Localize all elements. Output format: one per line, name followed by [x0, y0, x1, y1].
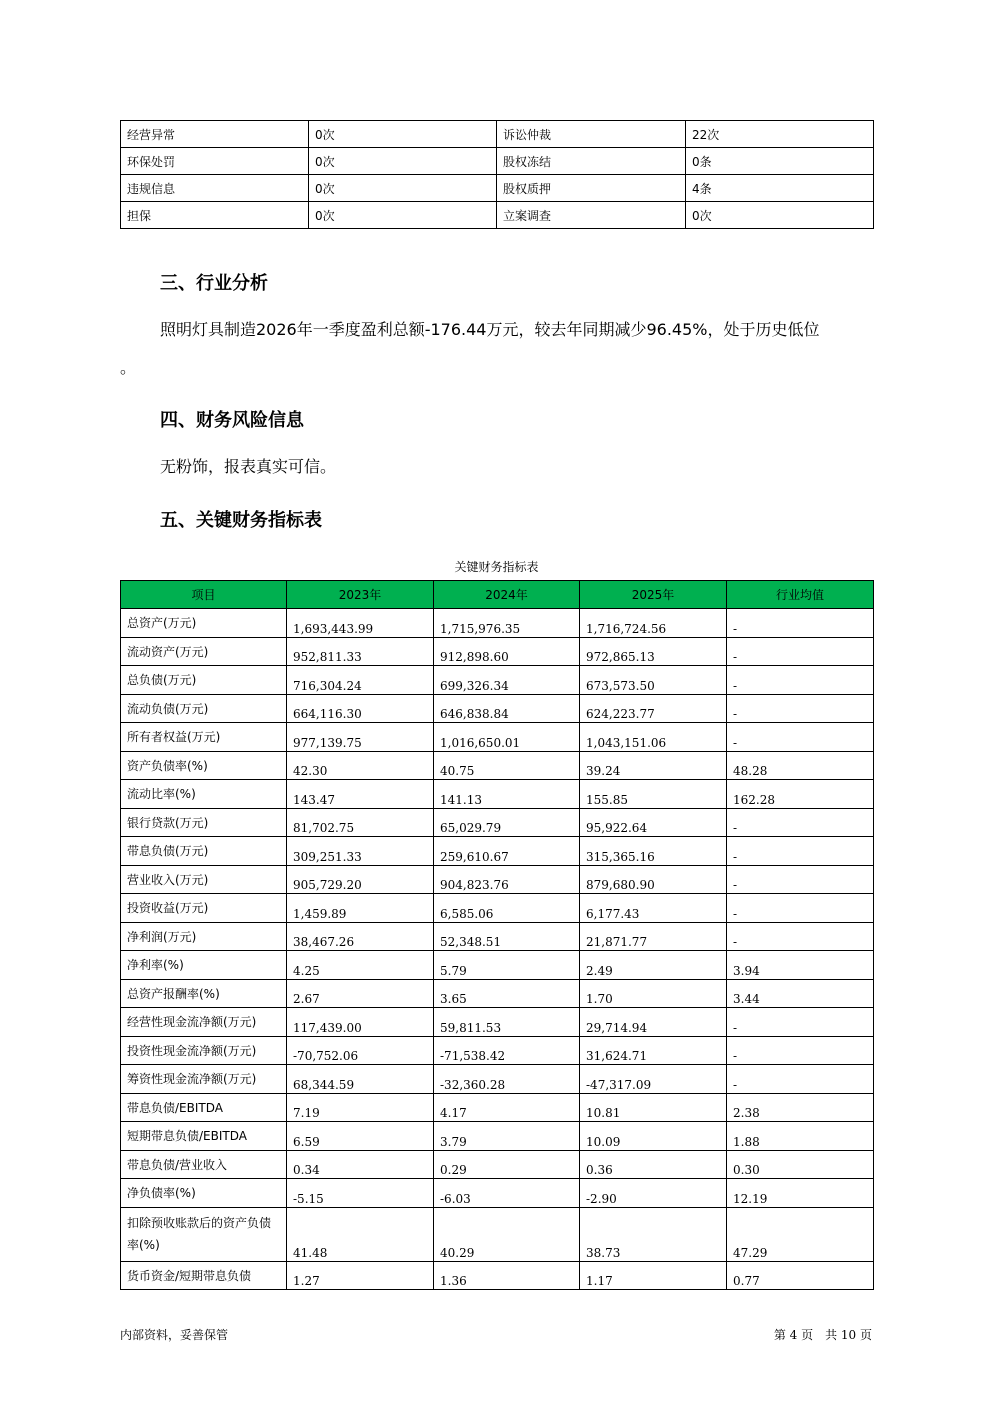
indicator-value: 155.85 [580, 780, 727, 809]
indicator-value: 0.36 [580, 1150, 727, 1179]
indicator-value: 699,326.34 [434, 666, 580, 695]
indicator-label: 投资收益(万元) [121, 894, 287, 923]
indicator-value: 65,029.79 [434, 808, 580, 837]
table-row [121, 202, 874, 229]
table-row [121, 1150, 874, 1179]
risk-item-value: 0条 [686, 148, 874, 175]
indicator-label: 净利率(%) [121, 951, 287, 980]
indicator-label: 资产负债率(%) [121, 751, 287, 780]
risk-item-label: 股权冻结 [497, 148, 686, 175]
indicator-value: 673,573.50 [580, 666, 727, 695]
indicator-value: 38,467.26 [287, 922, 434, 951]
indicator-value: 2.67 [287, 979, 434, 1008]
risk-item-value: 0次 [686, 202, 874, 229]
section-3-heading: 三、行业分析 [160, 273, 268, 294]
indicator-label: 带息负债/营业收入 [121, 1150, 287, 1179]
indicator-value: 10.09 [580, 1122, 727, 1151]
footer-confidential-note: 内部资料，妥善保管 [120, 1328, 229, 1342]
section-4-heading: 四、财务风险信息 [160, 410, 304, 431]
indicator-value: 39.24 [580, 751, 727, 780]
indicator-value: 47.29 [727, 1207, 874, 1261]
indicator-value: 716,304.24 [287, 666, 434, 695]
indicator-label: 净利润(万元) [121, 922, 287, 951]
column-header: 2025年 [580, 581, 727, 609]
indicator-value: 1,043,151.06 [580, 723, 727, 752]
indicator-value: -47,317.09 [580, 1065, 727, 1094]
risk-item-label: 诉讼仲裁 [497, 121, 686, 148]
indicator-value: 3.44 [727, 979, 874, 1008]
indicator-value: 7.19 [287, 1093, 434, 1122]
indicator-value: - [727, 1036, 874, 1065]
indicator-label: 筹资性现金流净额(万元) [121, 1065, 287, 1094]
risk-item-value: 0次 [309, 121, 497, 148]
indicator-value: 1.88 [727, 1122, 874, 1151]
key-financial-indicators-table [120, 580, 874, 1290]
indicator-value: -32,360.28 [434, 1065, 580, 1094]
indicator-label: 流动负债(万元) [121, 694, 287, 723]
indicator-value: 1,716,724.56 [580, 609, 727, 638]
column-header: 项目 [121, 581, 287, 609]
indicator-label: 净负债率(%) [121, 1179, 287, 1208]
indicator-value: - [727, 808, 874, 837]
indicator-value: 162.28 [727, 780, 874, 809]
indicator-value: 2.38 [727, 1093, 874, 1122]
risk-item-label: 环保处罚 [121, 148, 309, 175]
indicator-value: 38.73 [580, 1207, 727, 1261]
risk-item-label: 经营异常 [121, 121, 309, 148]
risk-item-value: 22次 [686, 121, 874, 148]
risk-item-value: 0次 [309, 148, 497, 175]
indicator-value: 1,016,650.01 [434, 723, 580, 752]
table-header-row [121, 581, 874, 609]
indicator-value: 68,344.59 [287, 1065, 434, 1094]
column-header: 行业均值 [727, 581, 874, 609]
table-row [121, 175, 874, 202]
table-row [121, 808, 874, 837]
indicator-value: 2.49 [580, 951, 727, 980]
indicator-label: 所有者权益(万元) [121, 723, 287, 752]
indicator-label: 银行贷款(万元) [121, 808, 287, 837]
indicator-value: 1.17 [580, 1261, 727, 1290]
indicator-value: 6,177.43 [580, 894, 727, 923]
table-row [121, 1065, 874, 1094]
indicator-value: - [727, 609, 874, 638]
indicator-label: 短期带息负债/EBITDA [121, 1122, 287, 1151]
table-row [121, 1008, 874, 1037]
indicator-value: -70,752.06 [287, 1036, 434, 1065]
column-header: 2023年 [287, 581, 434, 609]
indicator-value: - [727, 666, 874, 695]
indicator-value: 81,702.75 [287, 808, 434, 837]
risk-item-label: 立案调查 [497, 202, 686, 229]
indicator-value: -5.15 [287, 1179, 434, 1208]
indicator-label: 总负债(万元) [121, 666, 287, 695]
indicator-value: 40.75 [434, 751, 580, 780]
indicator-value: -6.03 [434, 1179, 580, 1208]
table-row [121, 1207, 874, 1261]
indicator-value: 31,624.71 [580, 1036, 727, 1065]
indicator-value: - [727, 1065, 874, 1094]
indicator-value: 0.29 [434, 1150, 580, 1179]
section-5-heading: 五、关键财务指标表 [160, 510, 322, 531]
indicator-value: 315,365.16 [580, 837, 727, 866]
indicator-value: 905,729.20 [287, 865, 434, 894]
table-row [121, 1261, 874, 1290]
table-row [121, 751, 874, 780]
indicator-value: 141.13 [434, 780, 580, 809]
indicator-value: 52,348.51 [434, 922, 580, 951]
indicator-value: - [727, 637, 874, 666]
indicator-value: 5.79 [434, 951, 580, 980]
table-row [121, 922, 874, 951]
indicator-value: 0.34 [287, 1150, 434, 1179]
indicator-label: 投资性现金流净额(万元) [121, 1036, 287, 1065]
indicator-value: 143.47 [287, 780, 434, 809]
indicator-value: 59,811.53 [434, 1008, 580, 1037]
table-row [121, 609, 874, 638]
table-row [121, 666, 874, 695]
indicator-value: - [727, 723, 874, 752]
table-row [121, 694, 874, 723]
indicator-label: 总资产(万元) [121, 609, 287, 638]
risk-item-value: 0次 [309, 175, 497, 202]
table-row [121, 148, 874, 175]
indicator-value: 1,459.89 [287, 894, 434, 923]
indicator-value: 309,251.33 [287, 837, 434, 866]
indicator-value: 48.28 [727, 751, 874, 780]
indicator-label: 营业收入(万元) [121, 865, 287, 894]
table-row [121, 723, 874, 752]
indicator-value: 1,693,443.99 [287, 609, 434, 638]
table-row [121, 837, 874, 866]
section-3-text: 照明灯具制造2026年一季度盈利总额-176.44万元，较去年同期减少96.45%，处于历史低位 [160, 320, 820, 339]
table-row [121, 1093, 874, 1122]
indicator-value: 4.25 [287, 951, 434, 980]
column-header: 2024年 [434, 581, 580, 609]
indicator-value: 0.77 [727, 1261, 874, 1290]
table-row [121, 1179, 874, 1208]
table-row [121, 865, 874, 894]
indicator-value: 40.29 [434, 1207, 580, 1261]
indicator-label: 经营性现金流净额(万元) [121, 1008, 287, 1037]
indicator-value: -71,538.42 [434, 1036, 580, 1065]
indicator-value: 4.17 [434, 1093, 580, 1122]
indicator-value: 95,922.64 [580, 808, 727, 837]
risk-item-value: 4条 [686, 175, 874, 202]
risk-item-value: 0次 [309, 202, 497, 229]
indicator-value: 29,714.94 [580, 1008, 727, 1037]
indicator-value: 117,439.00 [287, 1008, 434, 1037]
table-row [121, 780, 874, 809]
indicator-value: 879,680.90 [580, 865, 727, 894]
indicator-value: 977,139.75 [287, 723, 434, 752]
indicator-value: 21,871.77 [580, 922, 727, 951]
indicator-value: - [727, 865, 874, 894]
indicator-value: 1,715,976.35 [434, 609, 580, 638]
indicator-value: - [727, 1008, 874, 1037]
indicator-value: 3.79 [434, 1122, 580, 1151]
indicator-value: 624,223.77 [580, 694, 727, 723]
indicator-value: - [727, 694, 874, 723]
indicator-value: -2.90 [580, 1179, 727, 1208]
indicator-label: 扣除预收账款后的资产负债率(%) [121, 1207, 287, 1261]
indicator-value: - [727, 837, 874, 866]
indicator-value: 952,811.33 [287, 637, 434, 666]
indicator-label: 带息负债(万元) [121, 837, 287, 866]
indicator-value: 3.65 [434, 979, 580, 1008]
indicator-label: 总资产报酬率(%) [121, 979, 287, 1008]
indicator-label: 流动资产(万元) [121, 637, 287, 666]
indicator-value: 6.59 [287, 1122, 434, 1151]
indicator-value: 6,585.06 [434, 894, 580, 923]
table-row [121, 121, 874, 148]
indicator-label: 货币资金/短期带息负债 [121, 1261, 287, 1290]
indicator-value: 12.19 [727, 1179, 874, 1208]
table-row [121, 951, 874, 980]
indicator-value: 904,823.76 [434, 865, 580, 894]
indicator-value: 972,865.13 [580, 637, 727, 666]
footer-page-number: 第 4 页 共 10 页 [773, 1328, 872, 1342]
section-4-text: 无粉饰，报表真实可信。 [160, 457, 337, 476]
risk-info-table [120, 120, 874, 229]
indicator-value: 1.36 [434, 1261, 580, 1290]
indicator-value: 10.81 [580, 1093, 727, 1122]
indicator-value: - [727, 922, 874, 951]
indicator-value: 259,610.67 [434, 837, 580, 866]
indicator-value: 41.48 [287, 1207, 434, 1261]
indicator-value: 3.94 [727, 951, 874, 980]
indicator-value: 912,898.60 [434, 637, 580, 666]
table-caption: 关键财务指标表 [454, 560, 539, 574]
indicator-value: 646,838.84 [434, 694, 580, 723]
indicator-value: 664,116.30 [287, 694, 434, 723]
indicator-value: 42.30 [287, 751, 434, 780]
table-row [121, 637, 874, 666]
indicator-label: 流动比率(%) [121, 780, 287, 809]
risk-item-label: 股权质押 [497, 175, 686, 202]
table-row [121, 1122, 874, 1151]
indicator-value: 1.70 [580, 979, 727, 1008]
table-row [121, 1036, 874, 1065]
indicator-value: 0.30 [727, 1150, 874, 1179]
section-3-text-continued: 。 [120, 358, 137, 377]
table-row [121, 894, 874, 923]
indicator-label: 带息负债/EBITDA [121, 1093, 287, 1122]
indicator-value: - [727, 894, 874, 923]
risk-item-label: 违规信息 [121, 175, 309, 202]
table-row [121, 979, 874, 1008]
indicator-value: 1.27 [287, 1261, 434, 1290]
risk-item-label: 担保 [121, 202, 309, 229]
